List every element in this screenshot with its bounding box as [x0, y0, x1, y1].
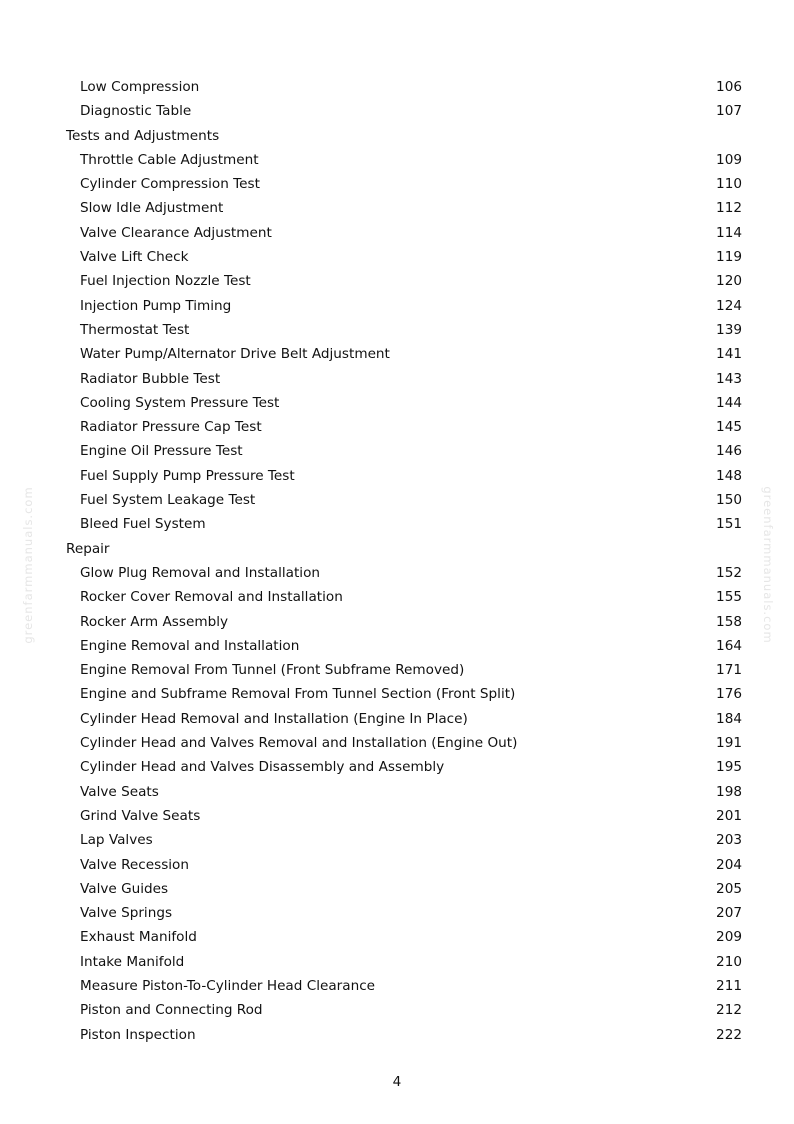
toc-section-title: Repair [66, 540, 110, 557]
toc-entry[interactable] [66, 755, 742, 779]
toc-entry-title: Engine and Subframe Removal From Tunnel Section (Front Split) [80, 686, 516, 703]
toc-entry[interactable] [66, 950, 742, 974]
toc-entry[interactable] [66, 391, 742, 415]
toc-entry-title: Valve Recession [80, 856, 189, 873]
toc-section-title: Tests and Adjustments [66, 127, 220, 144]
toc-entry-title: Exhaust Manifold [80, 929, 197, 946]
toc-entry[interactable] [66, 269, 742, 293]
toc-entry-title: Engine Oil Pressure Test [80, 443, 243, 460]
toc-entry-page-number: 205 [716, 880, 742, 897]
toc-entry[interactable] [66, 342, 742, 366]
toc-entry-title: Valve Springs [80, 905, 173, 922]
toc-entry-page-number: 201 [716, 807, 742, 824]
toc-entry[interactable] [66, 367, 742, 391]
toc-entry-page-number: 155 [716, 589, 742, 606]
toc-entry-page-number: 209 [716, 929, 742, 946]
toc-entry-page-number: 106 [716, 79, 742, 95]
toc-entry[interactable] [66, 998, 742, 1022]
toc-entry[interactable] [66, 221, 742, 245]
watermark-left: greenfarmmanuals.com [21, 486, 35, 644]
toc-entry[interactable] [66, 634, 742, 658]
toc-entry-title: Throttle Cable Adjustment [80, 151, 259, 168]
toc-entry-title: Rocker Arm Assembly [80, 613, 229, 630]
toc-entry[interactable] [66, 780, 742, 804]
toc-entry[interactable] [66, 148, 742, 172]
toc-section-heading [66, 537, 742, 561]
toc-entry[interactable] [66, 974, 742, 998]
toc-entry[interactable] [66, 512, 742, 536]
toc-entry-page-number: 139 [716, 321, 742, 338]
toc-entry-title: Fuel System Leakage Test [80, 492, 256, 509]
toc-entry-page-number: 144 [716, 394, 742, 411]
toc-entry-title: Lap Valves [80, 832, 153, 849]
toc-entry-title: Piston Inspection [80, 1026, 196, 1043]
toc-entry-page-number: 124 [716, 297, 742, 314]
toc-entry-title: Valve Guides [80, 880, 169, 897]
toc-entry-page-number: 195 [716, 759, 742, 776]
toc-entry-title: Valve Lift Check [80, 249, 189, 266]
toc-entry-page-number: 110 [716, 176, 742, 193]
toc-entry-title: Cylinder Compression Test [80, 176, 260, 193]
toc-entry-title: Measure Piston-To-Cylinder Head Clearance [80, 977, 376, 994]
toc-entry[interactable] [66, 464, 742, 488]
toc-entry-page-number: 191 [716, 735, 742, 752]
watermark-right: greenfarmmanuals.com [761, 486, 775, 644]
toc-entry-title: Glow Plug Removal and Installation [80, 564, 321, 581]
toc-section-heading [66, 124, 742, 148]
toc-entry[interactable] [66, 99, 742, 123]
toc-entry-page-number: 198 [716, 783, 742, 800]
toc-entry[interactable] [66, 1023, 742, 1047]
toc-entry-page-number: 158 [716, 613, 742, 630]
toc-entry-page-number: 184 [716, 710, 742, 727]
toc-entry[interactable] [66, 294, 742, 318]
toc-entry[interactable] [66, 172, 742, 196]
table-of-contents [66, 75, 742, 1047]
toc-entry-title: Water Pump/Alternator Drive Belt Adjustment [80, 346, 390, 363]
toc-entry-title: Injection Pump Timing [80, 297, 232, 314]
toc-entry-page-number: 145 [716, 419, 742, 436]
toc-entry[interactable] [66, 877, 742, 901]
toc-entry[interactable] [66, 561, 742, 585]
toc-entry-page-number: 112 [716, 200, 742, 217]
toc-entry-page-number: 171 [716, 662, 742, 679]
toc-entry-title: Diagnostic Table [80, 103, 192, 120]
toc-entry-page-number: 210 [716, 953, 742, 970]
toc-entry-title: Fuel Injection Nozzle Test [80, 273, 251, 290]
toc-entry-page-number: 211 [716, 977, 742, 994]
toc-entry-page-number: 146 [716, 443, 742, 460]
toc-entry[interactable] [66, 585, 742, 609]
toc-entry[interactable] [66, 804, 742, 828]
toc-entry-page-number: 207 [716, 905, 742, 922]
page-number: 4 [392, 1074, 402, 1090]
toc-entry-title: Bleed Fuel System [80, 516, 206, 533]
toc-entry[interactable] [66, 853, 742, 877]
toc-entry-page-number: 151 [716, 516, 742, 533]
toc-entry-title: Rocker Cover Removal and Installation [80, 589, 343, 606]
toc-entry[interactable] [66, 439, 742, 463]
toc-entry-title: Valve Clearance Adjustment [80, 224, 272, 241]
toc-entry-title: Cooling System Pressure Test [80, 394, 280, 411]
toc-entry[interactable] [66, 610, 742, 634]
toc-entry-page-number: 114 [716, 224, 742, 241]
toc-entry-page-number: 141 [716, 346, 742, 363]
toc-entry[interactable] [66, 901, 742, 925]
toc-entry[interactable] [66, 731, 742, 755]
toc-entry-title: Slow Idle Adjustment [80, 200, 224, 217]
toc-entry-page-number: 109 [716, 151, 742, 168]
toc-entry-title: Engine Removal From Tunnel (Front Subframe Removed) [80, 662, 465, 679]
toc-entry-title: Intake Manifold [80, 953, 185, 970]
toc-entry-page-number: 212 [716, 1002, 742, 1019]
toc-entry-page-number: 164 [716, 637, 742, 654]
toc-entry-page-number: 222 [716, 1026, 742, 1043]
toc-entry-title: Cylinder Head and Valves Disassembly and Assembly [80, 759, 445, 776]
toc-entry[interactable] [66, 318, 742, 342]
toc-entry-page-number: 176 [716, 686, 742, 703]
toc-entry-title: Radiator Bubble Test [80, 370, 221, 387]
toc-entry[interactable] [66, 75, 742, 99]
toc-entry[interactable] [66, 682, 742, 706]
toc-entry-title: Grind Valve Seats [80, 807, 201, 824]
toc-entry-page-number: 204 [716, 856, 742, 873]
toc-entry-page-number: 148 [716, 467, 742, 484]
toc-entry[interactable] [66, 488, 742, 512]
toc-entry-title: Radiator Pressure Cap Test [80, 419, 262, 436]
toc-entry-title: Engine Removal and Installation [80, 637, 300, 654]
toc-entry-title: Low Compression [80, 79, 200, 95]
toc-entry-page-number: 150 [716, 492, 742, 509]
toc-entry[interactable] [66, 925, 742, 949]
toc-entry-title: Fuel Supply Pump Pressure Test [80, 467, 295, 484]
toc-entry[interactable] [66, 707, 742, 731]
toc-entry-page-number: 120 [716, 273, 742, 290]
toc-entry-page-number: 152 [716, 564, 742, 581]
toc-entry-title: Cylinder Head and Valves Removal and Installation (Engine Out) [80, 735, 518, 752]
toc-entry[interactable] [66, 828, 742, 852]
toc-entry[interactable] [66, 658, 742, 682]
toc-entry[interactable] [66, 415, 742, 439]
toc-entry-title: Cylinder Head Removal and Installation (Engine In Place) [80, 710, 468, 727]
toc-entry-page-number: 143 [716, 370, 742, 387]
toc-entry-title: Valve Seats [80, 783, 159, 800]
toc-entry-page-number: 119 [716, 249, 742, 266]
toc-entry[interactable] [66, 196, 742, 220]
toc-entry-page-number: 203 [716, 832, 742, 849]
toc-entry-title: Thermostat Test [80, 321, 190, 338]
toc-entry-page-number: 107 [716, 103, 742, 120]
toc-entry-title: Piston and Connecting Rod [80, 1002, 263, 1019]
toc-entry[interactable] [66, 245, 742, 269]
